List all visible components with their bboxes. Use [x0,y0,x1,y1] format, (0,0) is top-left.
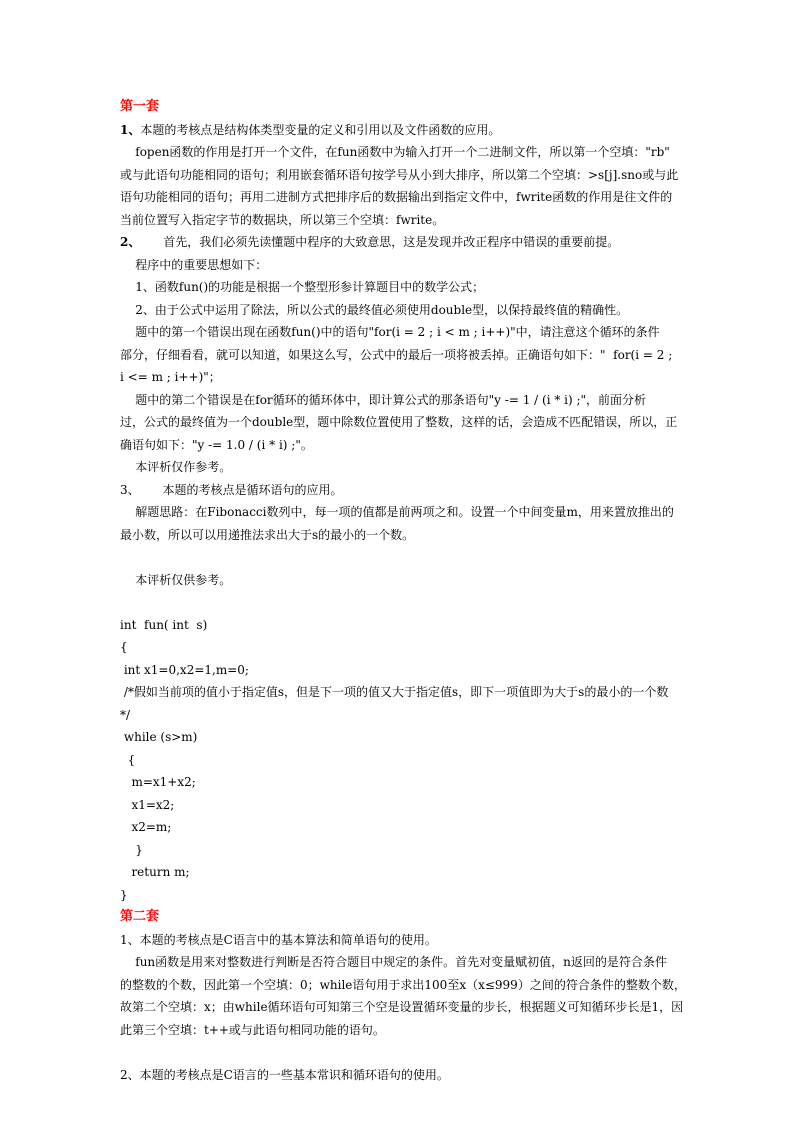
text-line: 当前位置写入指定字节的数据块，所以第三个空填：fwrite。 [120,212,445,227]
text-line: 解题思路：在Fibonacci数列中，每一项的值都是前两项之和。设置一个中间变量m，用来置放推出的 [120,505,674,519]
item-text: 本题的考核点是结构体类型变量的定义和引用以及文件函数的应用。 [140,122,501,137]
text-line: 1、本题的考核点是C语言中的基本算法和简单语句的使用。 [120,932,437,947]
blank-line [120,1041,676,1064]
text-line: 最小数，所以可以用递推法求出大于s的最小的一个数。 [120,527,415,542]
text-line: return m; [120,865,190,879]
document-page [120,96,686,1086]
text-line: 语句功能相同的语句；再用二进制方式把排序后的数据输出到指定文件中，fwrite函数的作用是往文件的 [120,190,673,204]
text-line: int x1=0,x2=1,m=0; [120,662,249,677]
text-line: } [120,842,143,857]
text-line: 3、 本题的考核点是循环语句的应用。 [120,482,343,497]
text-line: 此第三个空填：t++或与此语句相同功能的语句。 [120,1022,385,1037]
text-line: } [120,887,128,902]
item-number: 1、 [120,122,141,137]
text-line: 或与此语句功能相同的语句；利用嵌套循环语句按学号从小到大排序，所以第二个空填：>s[j].sno或与此 [120,167,679,182]
text-line: */ [120,707,131,722]
text-line: i <= m ; i++)"； [120,370,221,384]
blank-line [120,591,676,614]
text-line: fun函数是用来对整数进行判断是否符合题目中规定的条件。首先对变量赋初值，n返回的是符合条件 [120,955,667,969]
section-heading: 第二套 [120,909,160,924]
text-line: { [120,640,128,654]
text-line: x2=m; [120,820,172,834]
text-line: int fun( int s) [120,617,208,632]
item-text: 首先，我们必须先读懂题中程序的大致意思，这是发现并改正程序中错误的重要前提。 [140,235,620,249]
text-line: 本评析仅供参考。 [120,572,232,587]
text-line [120,231,676,254]
text-line: 确语句如下："y -= 1.0 / (i * i) ;"。 [120,437,313,452]
text-line: 题中的第二个错误是在for循环的循环体中，即计算公式的那条语句"y -= 1 / (i * i) ;"，前面分析 [120,392,647,407]
text-line [120,119,676,142]
text-line: x1=x2; [120,797,175,812]
text-line: 题中的第一个错误出现在函数fun()中的语句"for(i = 2 ; i < m ; i++)"中，请注意这个循环的条件 [120,325,660,339]
text-line: { [120,752,136,767]
text-line: 程序中的重要思想如下： [120,257,268,272]
text-line: m=x1+x2; [120,775,196,789]
text-line: 部分，仔细看看，就可以知道，如果这么写，公式中的最后一项将被丢掉。正确语句如下：" for(i = 2 ; [120,347,673,362]
text-line: 2、由于公式中运用了除法，所以公式的最终值必须使用double型，以保持最终值的精确性。 [120,302,629,317]
text-line: fopen函数的作用是打开一个文件，在fun函数中为输入打开一个二进制文件，所以第一个空填："rb" [120,145,670,159]
text-line: 过，公式的最终值为一个double型，题中除数位置使用了整数，这样的话，会造成不匹配错误，所以，正 [120,415,678,429]
text-line: while (s>m) [120,730,198,744]
text-line: 的整数的个数，因此第一个空填：0；while语句用于求出100至x（x≤999）之间的符合条件的整数个数， [120,977,686,992]
item-number: 2、 [120,235,141,249]
text-line: 1、函数fun()的功能是根据一个整型形参计算题目中的数学公式； [120,280,485,294]
text-line: /*假如当前项的值小于指定值s，但是下一项的值又大于指定值s，即下一项值即为大于s的最小的一个数 [120,685,669,699]
blank-line [120,546,676,569]
text-line: 2、本题的考核点是C语言的一些基本常识和循环语句的使用。 [120,1067,449,1082]
text-line: 故第二个空填：x；由while循环语句可知第三个空是设置循环变量的步长，根据题义可知循环步长是1，因 [120,1000,684,1014]
text-line: 本评析仅作参考。 [120,460,232,474]
section-heading: 第一套 [120,99,160,114]
